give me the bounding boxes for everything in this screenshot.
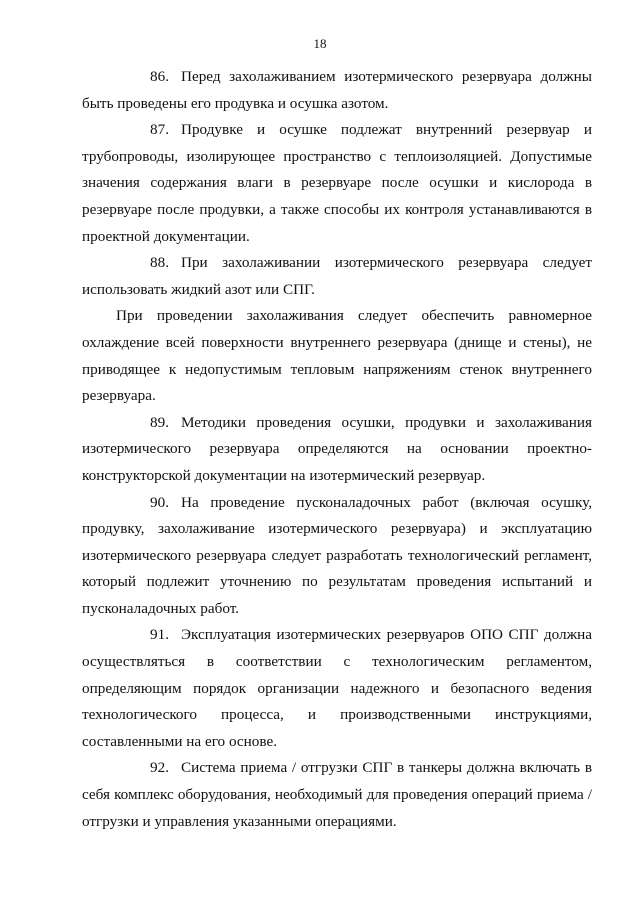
paragraph-text: Перед захолаживанием изотермического резервуара должны быть проведены его продувка и осушка азотом. (82, 68, 592, 112)
paragraph-90 (82, 490, 592, 623)
paragraph-number: 91. (150, 626, 169, 644)
page-number: 18 (313, 36, 327, 51)
paragraph-number: 86. (150, 68, 169, 85)
paragraph-88-continued (82, 303, 592, 409)
paragraph-91 (82, 622, 592, 755)
document-body (82, 64, 592, 835)
paragraph-text: На проведение пусконаладочных работ (включая осушку, продувку, захолаживание изотермического резервуара) и эксплуатацию изотермического резервуара следует разработать технологический регламент, который подлежит уточнению по результатам проведения испытаний и пусконаладочных работ. (82, 493, 592, 617)
paragraph-text: При проведении захолаживания следует обеспечить равномерное охлаждение всей поверхности внутреннего резервуара (днище и стены), не приводящее к недопустимым тепловым напряжениям стенок внутреннего резервуара. (82, 307, 592, 405)
paragraph-88 (82, 250, 592, 303)
paragraph-number: 89. (150, 413, 169, 431)
paragraph-number: 87. (150, 121, 169, 139)
paragraph-89 (82, 410, 592, 490)
paragraph-92 (82, 755, 592, 835)
paragraph-text: Продувке и осушке подлежат внутренний резервуар и трубопроводы, изолирующее пространство с теплоизоляцией. Допустимые значения содержания влаги в резервуаре после осушки и кислорода в резервуаре после продувки, а также способы их контроля устанавливаются в проектной документации. (82, 121, 592, 245)
paragraph-86 (82, 64, 592, 117)
paragraph-number: 90. (150, 493, 169, 511)
paragraph-number: 92. (150, 759, 169, 777)
paragraph-text: При захолаживании изотермического резервуара следует использовать жидкий азот или СПГ. (82, 254, 592, 298)
paragraph-87 (82, 117, 592, 250)
paragraph-number: 88. (150, 254, 169, 272)
paragraph-text: Методики проведения осушки, продувки и захолаживания изотермического резервуара определяются на основании проектно-конструкторской документации на изотермический резервуар. (82, 413, 592, 484)
paragraph-text: Система приема / отгрузки СПГ в танкеры должна включать в себя комплекс оборудования, необходимый для проведения операций приема / отгрузки и управления указанными операциями. (82, 759, 592, 830)
paragraph-text: Эксплуатация изотермических резервуаров ОПО СПГ должна осуществляться в соответствии с технологическим регламентом, определяющим порядок организации надежного и безопасного ведения технологического процесса, и производственными инструкциями, составленными на его основе. (82, 626, 592, 750)
